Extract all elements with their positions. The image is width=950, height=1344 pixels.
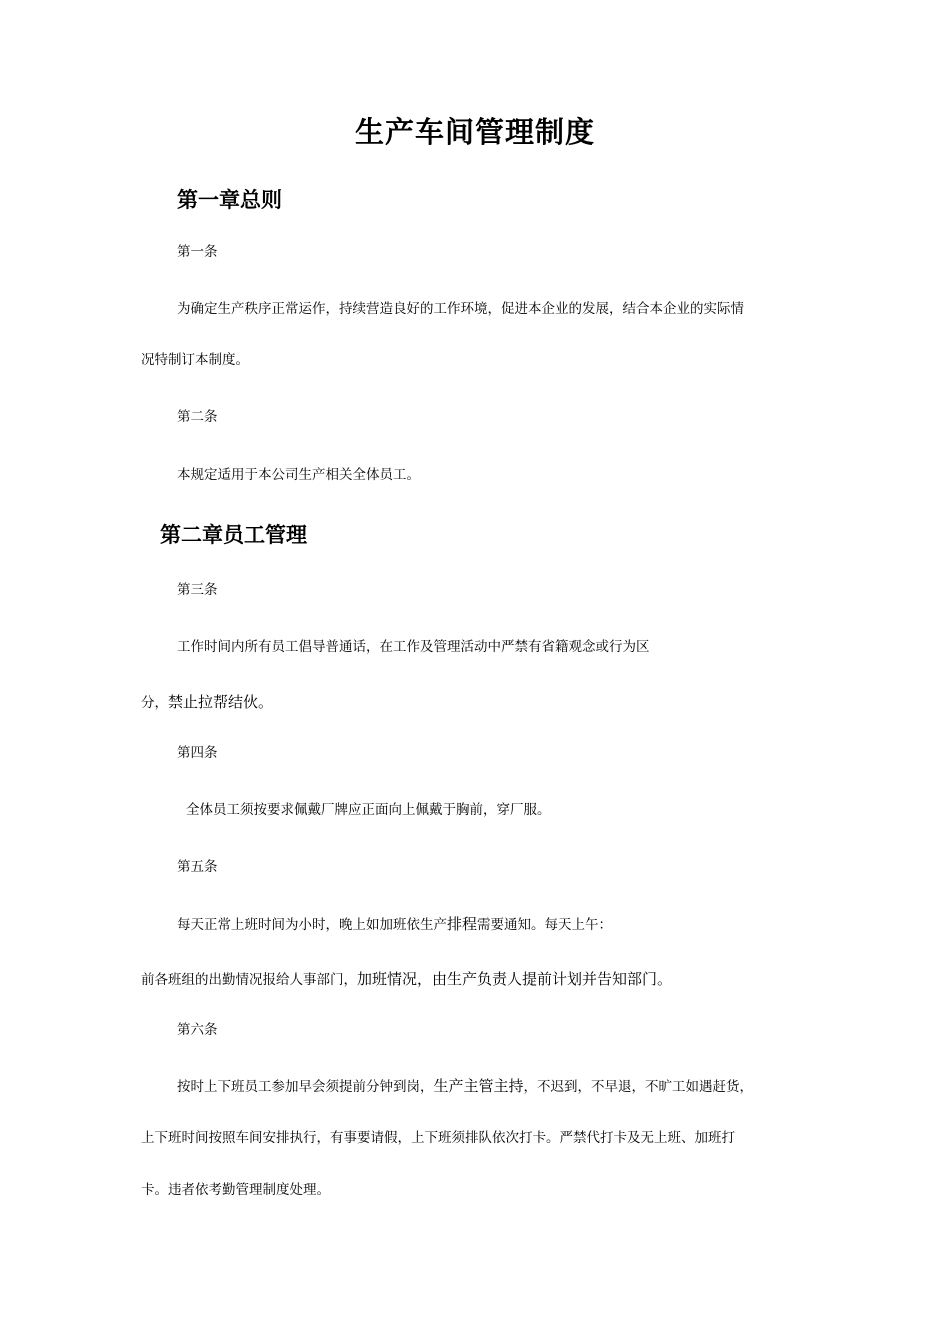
article-3-line-2 [141, 692, 273, 713]
chapter-2-heading: 第二章员工管理 [160, 523, 307, 547]
article-3-line-1: 工作时间内所有员工倡导普通话，在工作及管理活动中严禁有省籍观念或行为区 [177, 639, 650, 655]
document-title: 生产车间管理制度 [354, 115, 595, 149]
article-3-label: 第三条 [177, 582, 218, 598]
article-1-line-2: 况特制订本制度。 [141, 352, 249, 368]
article-5-line-2 [141, 969, 672, 990]
article-5-line-1-part-c: 需要通知。每天上午： [477, 917, 613, 933]
article-6-line-1 [177, 1076, 753, 1097]
article-6-line-2: 上下班时间按照车间安排执行，有事要请假，上下班须排队依次打卡。严禁代打卡及无上班、加班打 [141, 1130, 735, 1146]
article-6-line-1-part-b: 生产主管主持 [433, 1077, 524, 1095]
article-1-line-1: 为确定生产秩序正常运作，持续营造良好的工作环境，促进本企业的发展，结合本企业的实际情 [177, 301, 744, 317]
article-5-line-1-part-b: 排程 [447, 915, 478, 933]
article-5-label: 第五条 [177, 859, 218, 875]
article-5-line-2-part-b: 加班情况，由生产负责人提前计划并告知部门。 [357, 970, 673, 988]
article-5-line-1-part-a: 每天正常上班时间为小时，晚上如加班依生产 [177, 917, 447, 933]
article-3-line-2-part-b: 禁止拉帮结伙。 [168, 693, 274, 711]
article-4-line-1: 全体员工须按要求佩戴厂牌应正面向上佩戴于胸前，穿厂服。 [186, 802, 551, 818]
article-5-line-1 [177, 914, 612, 935]
article-3-line-2-part-a: 分， [141, 695, 168, 711]
article-6-label: 第六条 [177, 1022, 218, 1038]
article-6-line-3: 卡。违者依考勤管理制度处理。 [141, 1182, 330, 1198]
article-4-label: 第四条 [177, 745, 218, 761]
chapter-1-heading: 第一章总则 [177, 188, 282, 212]
article-6-line-1-part-c: ，不迟到，不早退，不旷工如遇赶货， [523, 1079, 754, 1095]
article-2-label: 第二条 [177, 409, 218, 425]
article-2-line-1: 本规定适用于本公司生产相关全体员工。 [177, 467, 420, 483]
article-5-line-2-part-a: 前各班组的出勤情况报给人事部门， [141, 972, 357, 988]
article-1-label: 第一条 [177, 244, 218, 260]
article-6-line-1-part-a: 按时上下班员工参加早会须提前分钟到岗， [177, 1079, 434, 1095]
